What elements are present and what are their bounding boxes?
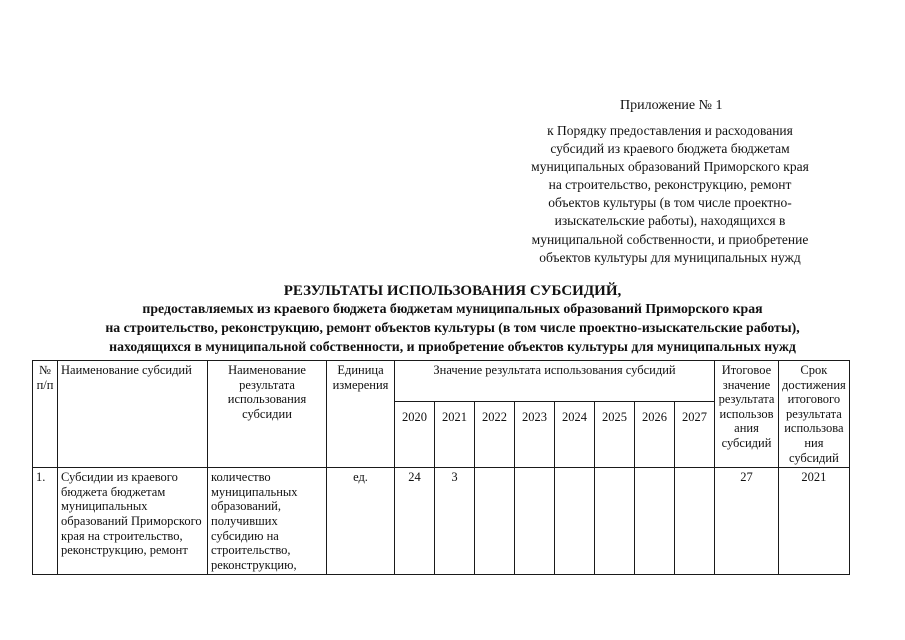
header-year: 2024 <box>555 402 595 468</box>
appendix-line: объектов культуры (в том числе проектно- <box>548 195 792 211</box>
header-total: Итоговое значение результата использов ания субсидий <box>715 361 779 468</box>
results-table <box>32 360 850 575</box>
appendix-line: муниципальных образований Приморского края <box>531 159 809 175</box>
row-value-2024 <box>555 468 595 575</box>
header-year: 2023 <box>515 402 555 468</box>
header-deadline: Срок достижения итогового результата использова ния субсидий <box>779 361 850 468</box>
header-subsidy-name: Наименование субсидий <box>58 361 208 468</box>
appendix-line: на строительство, реконструкцию, ремонт <box>548 177 792 193</box>
appendix-line: изыскательские работы), находящихся в <box>554 213 786 229</box>
header-year: 2021 <box>435 402 475 468</box>
document-heading <box>0 283 905 356</box>
row-value-2026 <box>635 468 675 575</box>
row-value-2020: 24 <box>395 468 435 575</box>
row-value-2021: 3 <box>435 468 475 575</box>
appendix-reference <box>470 122 870 267</box>
header-values-group: Значение результата использования субсидий <box>395 361 715 402</box>
appendix-line: муниципальной собственности, и приобретение <box>531 231 809 247</box>
header-year: 2020 <box>395 402 435 468</box>
document-title: РЕЗУЛЬТАТЫ ИСПОЛЬЗОВАНИЯ СУБСИДИЙ, <box>283 283 622 299</box>
appendix-line: объектов культуры для муниципальных нужд <box>539 249 801 265</box>
row-value-2027 <box>675 468 715 575</box>
header-year: 2027 <box>675 402 715 468</box>
row-unit: ед. <box>327 468 395 575</box>
row-result-name: количество муниципальных образований, получивших субсидию на строительство, реконструкцию, <box>208 468 327 575</box>
row-num: 1. <box>33 468 58 575</box>
header-num: № п/п <box>33 361 58 468</box>
appendix-line: субсидий из краевого бюджета бюджетам <box>550 141 790 157</box>
appendix-title: Приложение № 1 <box>620 98 723 113</box>
header-row <box>33 361 850 402</box>
row-deadline: 2021 <box>779 468 850 575</box>
header-year: 2022 <box>475 402 515 468</box>
row-subsidy-name: Субсидии из краевого бюджета бюджетам муниципальных образований Приморского края на строительство, реконструкцию, ремонт <box>58 468 208 575</box>
header-year: 2025 <box>595 402 635 468</box>
document-subtitle-line: находящихся в муниципальной собственности, и приобретение объектов культуры для муниципальных нужд <box>109 338 796 354</box>
document-subtitle-line: предоставляемых из краевого бюджета бюджетам муниципальных образований Приморского края <box>142 301 763 316</box>
header-result-name: Наименование результата использования субсидии <box>208 361 327 468</box>
row-value-2023 <box>515 468 555 575</box>
row-total: 27 <box>715 468 779 575</box>
row-value-2022 <box>475 468 515 575</box>
appendix-line: к Порядку предоставления и расходования <box>547 123 793 138</box>
header-year: 2026 <box>635 402 675 468</box>
header-unit: Единица измерения <box>327 361 395 468</box>
document-subtitle-line: на строительство, реконструкцию, ремонт объектов культуры (в том числе проектно-изыскательские работы), <box>105 319 800 335</box>
row-value-2025 <box>595 468 635 575</box>
table-row <box>33 468 850 575</box>
